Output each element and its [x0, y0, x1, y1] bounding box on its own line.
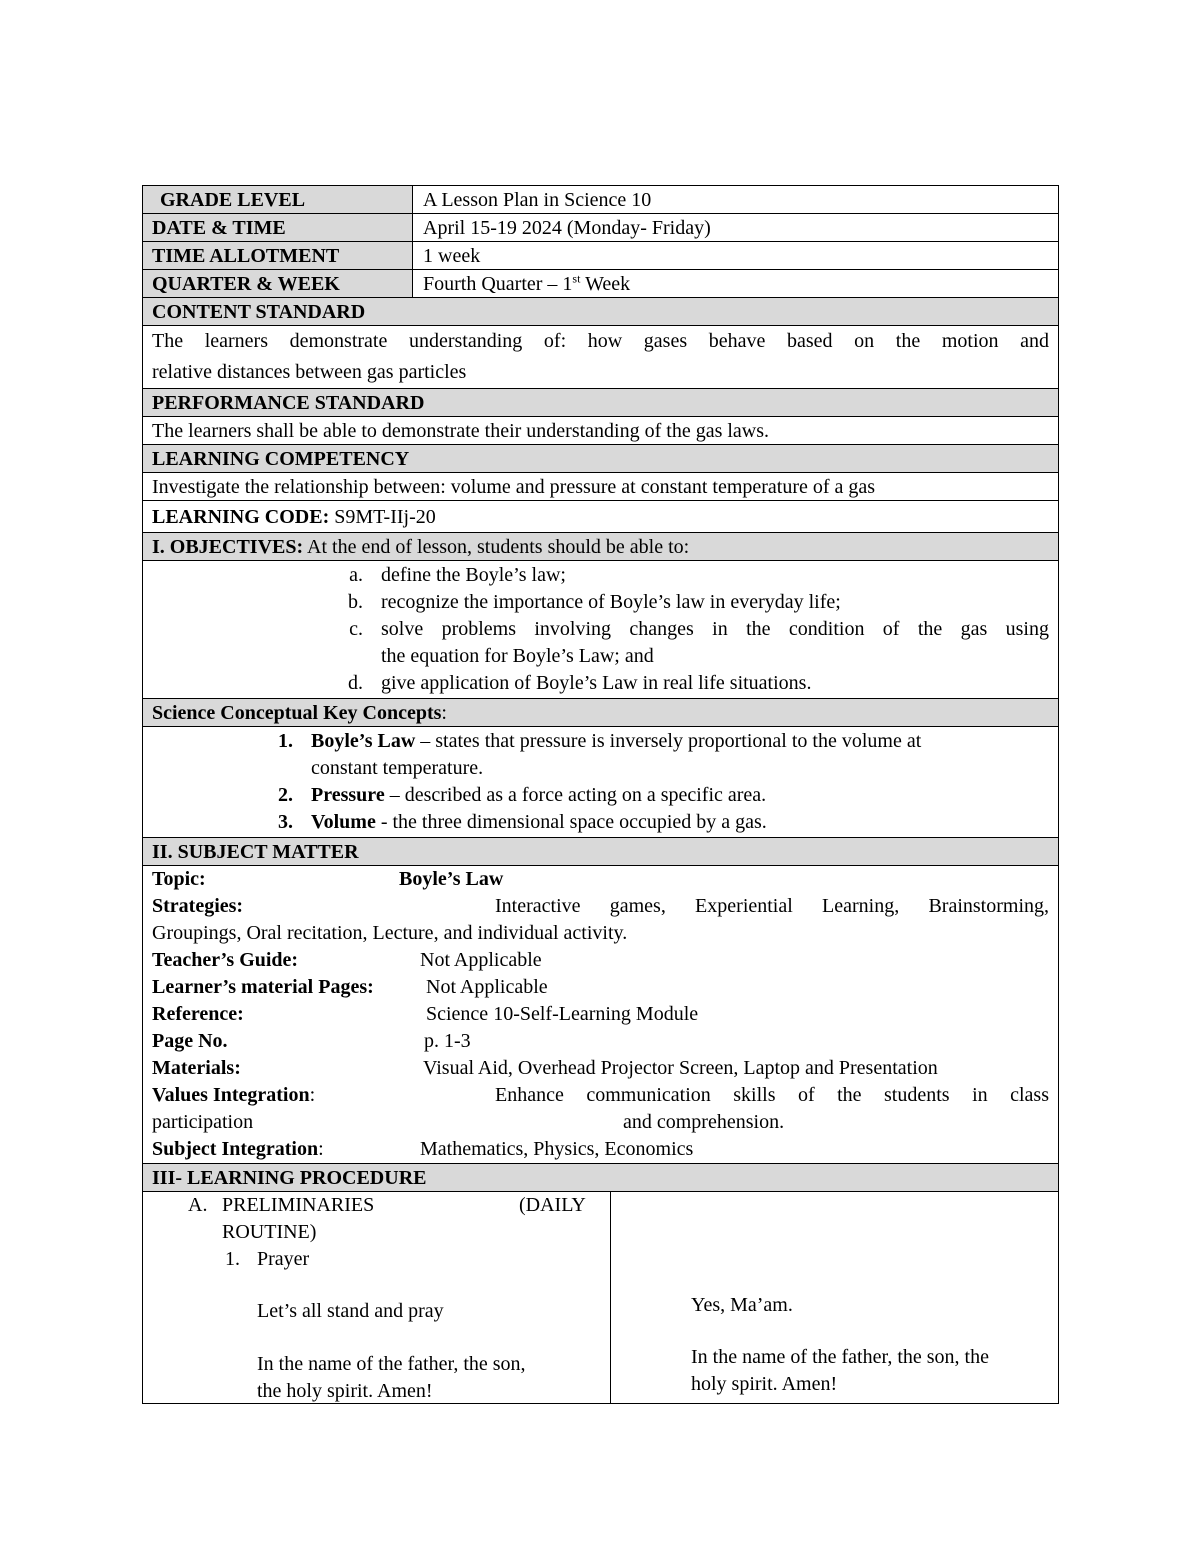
content-standard-line-1: The learners demonstrate understanding of: how gases behave based on the motion and [152, 330, 1049, 352]
objective-item-b [143, 589, 1049, 616]
values-integration-value: Enhance communication skills of the students in class [495, 1084, 1049, 1106]
quarter-week-row [142, 269, 1059, 297]
key-concepts-label: Science Conceptual Key Concepts [152, 702, 442, 724]
preliminaries-letter: A. [188, 1194, 208, 1216]
learning-procedure-heading: III- LEARNING PROCEDURE [142, 1163, 1059, 1191]
week-text: Week [580, 273, 631, 295]
objective-text: give application of Boyle’s Law in real life situations. [381, 672, 812, 694]
lesson-plan-table [142, 185, 1059, 1404]
objective-text-block [381, 616, 1049, 670]
learning-code-label: LEARNING CODE: [152, 506, 330, 528]
student-activity-column [611, 1192, 1058, 1403]
materials-value: Visual Aid, Overhead Projector Screen, Laptop and Presentation [423, 1057, 938, 1079]
subject-matter-heading: II. SUBJECT MATTER [142, 837, 1059, 865]
learning-code-row [142, 500, 1059, 532]
objective-text: recognize the importance of Boyle’s law in everyday life; [381, 591, 841, 613]
subject-integration-colon: : [318, 1138, 324, 1160]
content-standard-body [142, 325, 1059, 388]
key-concept-def: – described as a force acting on a specific area. [384, 784, 767, 806]
key-concept-body [311, 728, 1049, 782]
learning-competency-text: Investigate the relationship between: volume and pressure at constant temperature of a gas [142, 472, 1059, 500]
teachers-guide-label: Teacher’s Guide: [152, 949, 299, 971]
grade-level-row [142, 185, 1059, 213]
materials-label: Materials: [152, 1057, 241, 1079]
learning-competency-heading: LEARNING COMPETENCY [142, 444, 1059, 472]
objective-text-cont: the equation for Boyle’s Law; and [381, 645, 654, 667]
strategies-value-cont: Groupings, Oral recitation, Lecture, and individual activity. [152, 922, 628, 944]
page-no-value: p. 1-3 [424, 1030, 471, 1052]
objectives-list [142, 560, 1059, 698]
content-standard-line-2: relative distances between gas particles [152, 361, 467, 383]
key-concepts-list [142, 726, 1059, 837]
grade-level-value: A Lesson Plan in Science 10 [423, 189, 652, 211]
key-concept-term: Volume [311, 811, 376, 833]
page-no-label: Page No. [152, 1030, 228, 1052]
objective-text: solve problems involving changes in the condition of the gas using [381, 618, 1049, 640]
subject-integration-label: Subject Integration [152, 1138, 319, 1160]
key-concept-def-cont: constant temperature. [311, 757, 484, 779]
student-line-1: Yes, Ma’am. [691, 1294, 793, 1316]
reference-value: Science 10-Self-Learning Module [426, 1003, 699, 1025]
key-concept-term: Pressure [311, 784, 385, 806]
key-concept-number: 2. [278, 784, 293, 806]
key-concepts-colon: : [441, 702, 447, 724]
objective-letter: d. [348, 672, 363, 694]
key-concept-term: Boyle’s Law [311, 730, 416, 752]
values-integration-colon: : [309, 1084, 316, 1106]
values-integration-line [152, 1082, 1049, 1109]
values-integration-label-wrap [152, 1082, 495, 1109]
subject-integration-line [152, 1136, 1049, 1163]
key-concept-number: 1. [278, 730, 293, 752]
objective-letter: c. [349, 618, 363, 640]
quarter-week-label: QUARTER & WEEK [143, 270, 413, 297]
materials-line [152, 1055, 1049, 1082]
content-standard-heading: CONTENT STANDARD [142, 297, 1059, 325]
time-allotment-value: 1 week [423, 245, 481, 267]
teachers-guide-line [152, 947, 1049, 974]
reference-line [152, 1001, 1049, 1028]
teacher-activity-column [143, 1192, 611, 1403]
student-line-2b: holy spirit. Amen! [691, 1373, 838, 1395]
key-concept-body [311, 782, 1049, 809]
key-concept-item-3 [143, 809, 1049, 836]
teachers-guide-value: Not Applicable [420, 949, 542, 971]
objective-item-a [143, 562, 1049, 589]
strategies-value: Interactive games, Experiential Learning, Brainstorming, [495, 895, 1049, 917]
objective-text: define the Boyle’s law; [381, 564, 566, 586]
values-integration-cont-a: participation [152, 1111, 254, 1133]
subject-integration-value: Mathematics, Physics, Economics [420, 1138, 694, 1160]
grade-level-label: GRADE LEVEL [143, 186, 413, 213]
date-time-value: April 15-19 2024 (Monday- Friday) [423, 217, 711, 239]
quarter-text: Fourth Quarter – 1 [423, 273, 573, 295]
key-concept-body [311, 809, 1049, 836]
learners-material-line [152, 974, 1049, 1001]
quarter-week-value [413, 270, 1058, 297]
key-concepts-heading [142, 698, 1059, 726]
key-concept-item-2 [143, 782, 1049, 809]
preliminaries-title-cont: ROUTINE) [222, 1221, 317, 1243]
prayer-number: 1. [225, 1248, 240, 1270]
objectives-heading [142, 532, 1059, 560]
performance-standard-text: The learners shall be able to demonstrate their understanding of the gas laws. [142, 416, 1059, 444]
time-allotment-row [142, 241, 1059, 269]
learning-procedure-body [142, 1191, 1059, 1404]
key-concept-item-1 [143, 728, 1049, 782]
strategies-line [152, 893, 1049, 920]
quarter-ordinal: st [572, 271, 581, 286]
learning-code-value: S9MT-IIj-20 [329, 506, 436, 528]
key-concept-def: – states that pressure is inversely proportional to the volume at [415, 730, 922, 752]
values-integration-cont-b: and comprehension. [623, 1111, 785, 1133]
objective-letter: a. [349, 564, 363, 586]
topic-label: Topic: [152, 868, 206, 890]
objective-item-c [143, 616, 1049, 670]
preliminaries-title: PRELIMINARIES [222, 1194, 375, 1216]
teacher-line-2b: the holy spirit. Amen! [257, 1380, 433, 1402]
values-integration-cont [152, 1109, 1049, 1136]
objective-item-d [143, 670, 1049, 697]
learners-material-label: Learner’s material Pages: [152, 976, 374, 998]
key-concept-number: 3. [278, 811, 293, 833]
key-concept-def: - the three dimensional space occupied by a gas. [375, 811, 767, 833]
values-integration-label: Values Integration [152, 1084, 310, 1106]
preliminaries-title-b: (DAILY [519, 1194, 586, 1216]
date-time-row [142, 213, 1059, 241]
page-no-line [152, 1028, 1049, 1055]
learners-material-value: Not Applicable [426, 976, 548, 998]
objective-letter: b. [348, 591, 363, 613]
subject-matter-body [142, 865, 1059, 1163]
teacher-line-1: Let’s all stand and pray [257, 1300, 444, 1322]
subject-integration-label-wrap [152, 1136, 420, 1163]
student-line-2a: In the name of the father, the son, the [691, 1346, 989, 1368]
objectives-label: I. OBJECTIVES: [152, 536, 304, 558]
topic-line [152, 866, 1049, 893]
strategies-label: Strategies: [152, 895, 244, 917]
prayer-label: Prayer [257, 1248, 310, 1270]
performance-standard-heading: PERFORMANCE STANDARD [142, 388, 1059, 416]
objectives-intro: At the end of lesson, students should be able to: [303, 536, 690, 558]
reference-label: Reference: [152, 1003, 244, 1025]
date-time-label: DATE & TIME [143, 214, 413, 241]
teacher-line-2a: In the name of the father, the son, [257, 1353, 526, 1375]
topic-value: Boyle’s Law [399, 868, 504, 890]
time-allotment-label: TIME ALLOTMENT [143, 242, 413, 269]
